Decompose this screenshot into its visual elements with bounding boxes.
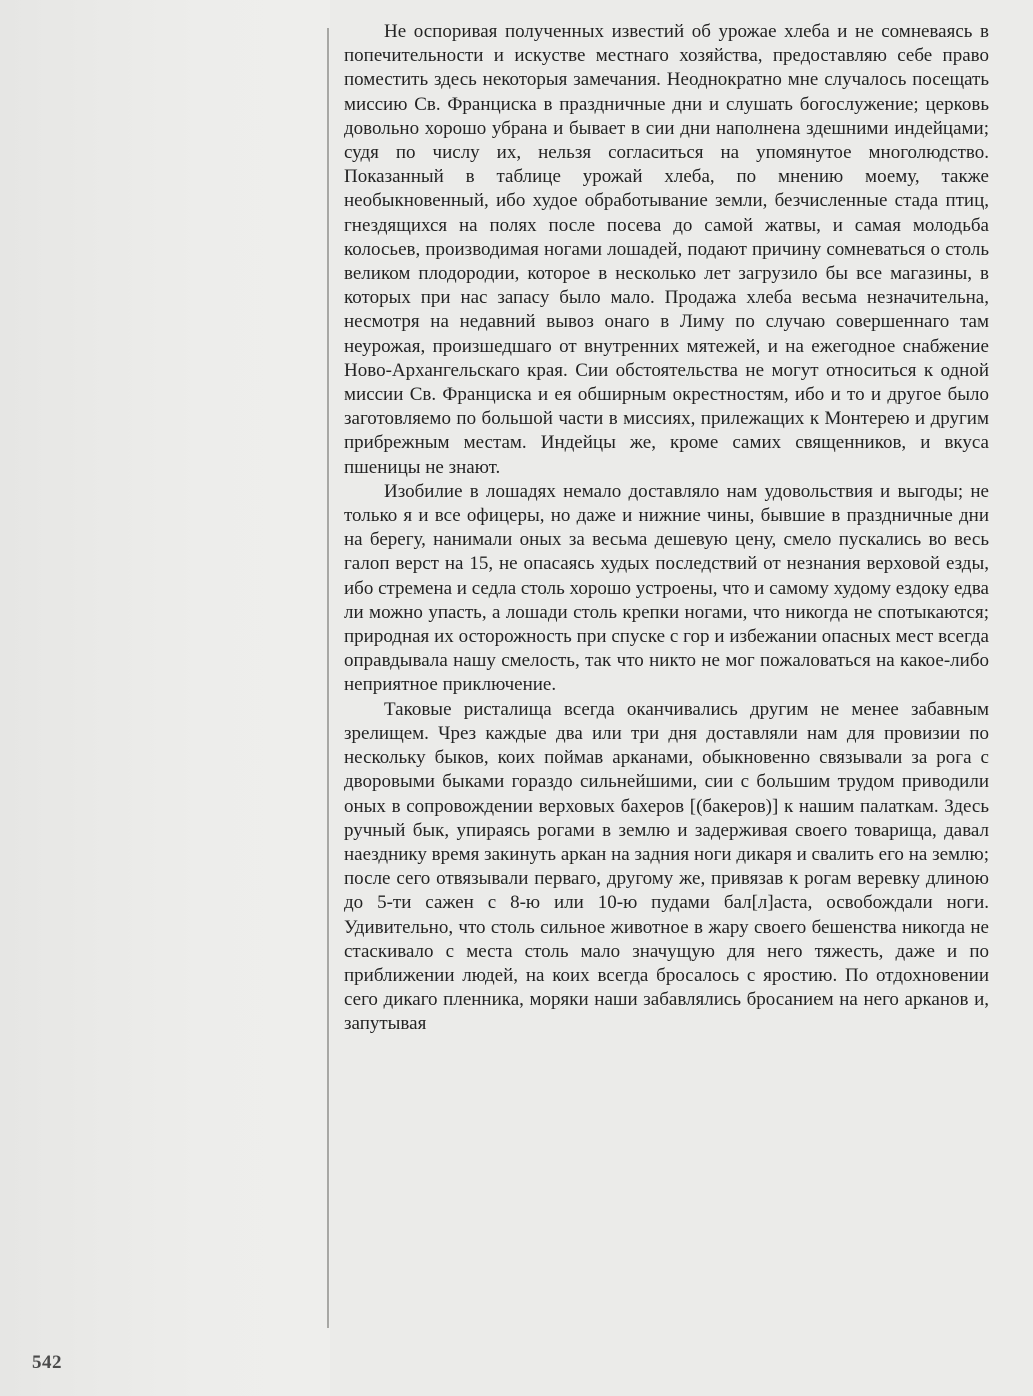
paragraph-1: Не оспоривая полученных известий об урожае хлеба и не сомневаясь в попечительности и искустве местнаго хозяйства, предоставляю себе право поместить здесь некоторыя замечания. Неоднократно мне случалось посещать миссию Св. Франциска в праздничные дни и слушать богослужение; церковь довольно хорошо убрана и бывает в сии дни наполнена здешними индейцами; судя по числу их, нельзя согласиться на упомянутое многолюдство. Показанный в таблице урожай хлеба, по мнению моему, также необыкновенный, ибо худое обработывание земли, безчисленные стада птиц, гнездящихся на полях после посева до самой жатвы, и самая молодьба колосьев, производимая ногами лошадей, подают причину сомневаться о столь великом плодородии, которое в несколько лет загрузило бы все магазины, в которых при нас запасу было мало. Продажа хлеба весьма незначительна, несмотря на недавний вывоз онаго в Лиму по случаю совершеннаго там неурожая, произшедшаго от внутренних мятежей, и на ежегодное снабжение Ново-Архангельскаго края. Сии обстоятельства не могут относиться к одной миссии Св. Франциска и ея обширным окрестностям, ибо и то и другое было заготовляемо по большой части в миссиях, прилежащих к Монтерею и другим прибрежным местам. Индейцы же, кроме самих священников, и вкуса пшеницы не знают.: [344, 21, 989, 478]
page-number: 542: [32, 1352, 62, 1373]
left-margin-shade: [0, 0, 330, 1396]
body-text: [344, 20, 989, 1037]
paragraph-2: Изобилие в лошадях немало доставляло нам удовольствия и выгоды; не только я и все офицеры, но даже и нижние чины, бывшие в праздничные дни на берегу, нанимали оных за весьма дешевую цену, смело пускались во весь галоп верст на 15, не опасаясь худых последствий от незнания верховой езды, ибо стремена и седла столь хорошо устроены, что и самому худому ездоку едва ли можно упасть, а лошади столь крепки ногами, что никогда не спотыкаются; природная их осторожность при спуске с гор и избежании опасных мест всегда оправдывала нашу смелость, так что никто не мог пожаловаться на какое-либо неприятное приключение.: [344, 480, 989, 696]
paragraph-3: Таковые ристалища всегда оканчивались другим не менее забавным зрелищем. Чрез каждые два или три дня доставляли нам для провизии по нескольку быков, коих поймав арканами, обыкновенно связывали за рога с дворовыми быками гораздо сильнейшими, сии с большим трудом приводили оных в сопровождении верховых бахеров [(бакеров)] к нашим палаткам. Здесь ручный бык, упираясь рогами в землю и задерживая своего товарища, давал наезднику время закинуть аркан на задния ноги дикаря и свалить его на землю; после сего отвязывали перваго, другому же, привязав к рогам веревку длиною до 5-ти сажен с 8-ю или 10-ю пудами бал[л]аста, освобождали ноги. Удивительно, что столь сильное животное в жару своего бешенства никогда не стаскивало с места столь мало значущую для него тяжесть, даже и по приближении людей, на коих всегда бросалось с яростию. По отдохновении сего дикаго пленника, моряки наши забавлялись бросанием на него арканов и, запутывая: [344, 698, 989, 1035]
gutter-line: [327, 28, 329, 1328]
